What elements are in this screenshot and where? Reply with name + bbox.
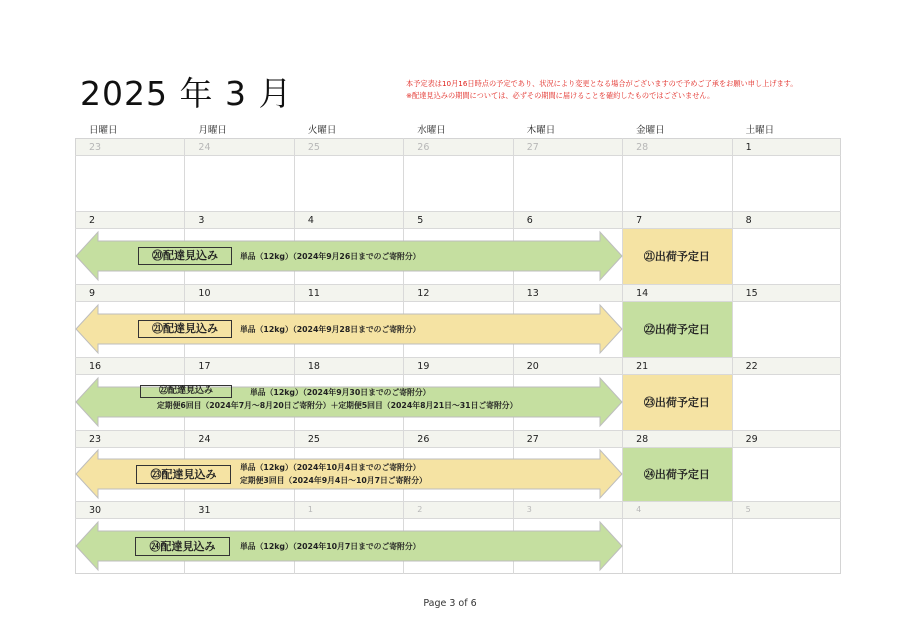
day-number: 21	[636, 361, 649, 372]
shipment-label: ㉓出荷予定日	[643, 396, 710, 409]
day-number: 28	[636, 142, 649, 153]
day-number: 1	[307, 505, 313, 514]
day-number: 4	[636, 505, 642, 514]
day-number: 5	[417, 215, 424, 226]
delivery-badge: ㉒配達見込み	[140, 385, 232, 398]
day-number: 19	[417, 361, 430, 372]
day-number: 25	[307, 142, 320, 153]
day-number: 10	[198, 288, 211, 299]
day-number: 2	[417, 505, 423, 514]
delivery-description-line2: 定期便6回目（2024年7月～8月20日ご寄附分）＋定期便5回目（2024年8月21日～31日ご寄附分）	[157, 401, 518, 410]
day-number: 1	[745, 142, 752, 153]
weekday-label: 土曜日	[745, 125, 775, 136]
day-number: 14	[636, 288, 649, 299]
delivery-description: 単品（12kg）（2024年10月7日までのご寄附分）	[240, 542, 421, 551]
day-number: 26	[417, 142, 430, 153]
delivery-description: 単品（12kg）（2024年9月28日までのご寄附分）	[240, 325, 421, 334]
day-number: 23	[89, 142, 102, 153]
day-number: 6	[526, 215, 533, 226]
day-number: 3	[198, 215, 205, 226]
day-number: 28	[636, 434, 649, 445]
delivery-description: 単品（12kg）（2024年10月4日までのご寄附分）	[240, 463, 421, 472]
day-number: 24	[198, 434, 211, 445]
weekday-label: 金曜日	[636, 125, 665, 136]
day-number: 5	[745, 505, 751, 514]
weekday-label: 水曜日	[417, 125, 446, 136]
day-number: 18	[307, 361, 320, 372]
notice-line-1: 本予定表は10月16日時点の予定であり、状況により変更となる場合がございますので予めご了承をお願い申し上げます。	[406, 79, 798, 88]
day-number: 12	[417, 288, 430, 299]
day-number: 22	[745, 361, 758, 372]
page-title: 2025 年 3 月	[80, 74, 293, 113]
day-number: 26	[417, 434, 430, 445]
delivery-badge: ⑳配達見込み	[138, 247, 232, 265]
delivery-badge: ㉔配達見込み	[135, 537, 230, 556]
day-number: 25	[307, 434, 320, 445]
shipment-label: ㉑出荷予定日	[643, 250, 710, 263]
day-number: 3	[526, 505, 532, 514]
delivery-description: 単品（12kg）（2024年9月26日までのご寄附分）	[240, 252, 421, 261]
day-number: 7	[636, 215, 643, 226]
day-number: 11	[307, 288, 320, 299]
day-number: 8	[745, 215, 752, 226]
day-number: 20	[526, 361, 539, 372]
day-number: 29	[745, 434, 758, 445]
day-number: 30	[89, 505, 102, 516]
delivery-badge: ㉑配達見込み	[138, 320, 232, 338]
shipment-label: ㉔出荷予定日	[643, 468, 710, 481]
notice-line-2: ※配達見込みの期間については、必ずその期間に届けることを確約したものではございません。	[406, 91, 715, 100]
weekday-label: 日曜日	[89, 125, 118, 136]
weekday-label: 月曜日	[198, 125, 227, 136]
day-number: 15	[745, 288, 758, 299]
delivery-description-line2: 定期便3回目（2024年9月4日～10月7日ご寄附分）	[240, 476, 427, 485]
day-number: 27	[526, 434, 539, 445]
weekday-label: 火曜日	[307, 125, 337, 136]
delivery-description: 単品（12kg）（2024年9月30日までのご寄附分）	[250, 388, 431, 397]
day-number: 2	[89, 215, 96, 226]
delivery-badge: ㉓配達見込み	[136, 465, 231, 484]
day-number: 23	[89, 434, 102, 445]
day-number: 24	[198, 142, 211, 153]
day-number: 16	[89, 361, 102, 372]
day-number: 17	[198, 361, 211, 372]
day-number: 27	[526, 142, 539, 153]
day-number: 31	[198, 505, 211, 516]
day-number: 4	[307, 215, 314, 226]
day-number: 13	[526, 288, 539, 299]
page-footer: Page 3 of 6	[423, 598, 477, 609]
day-number: 9	[89, 288, 96, 299]
shipment-label: ㉒出荷予定日	[643, 323, 710, 336]
weekday-label: 木曜日	[526, 125, 556, 136]
